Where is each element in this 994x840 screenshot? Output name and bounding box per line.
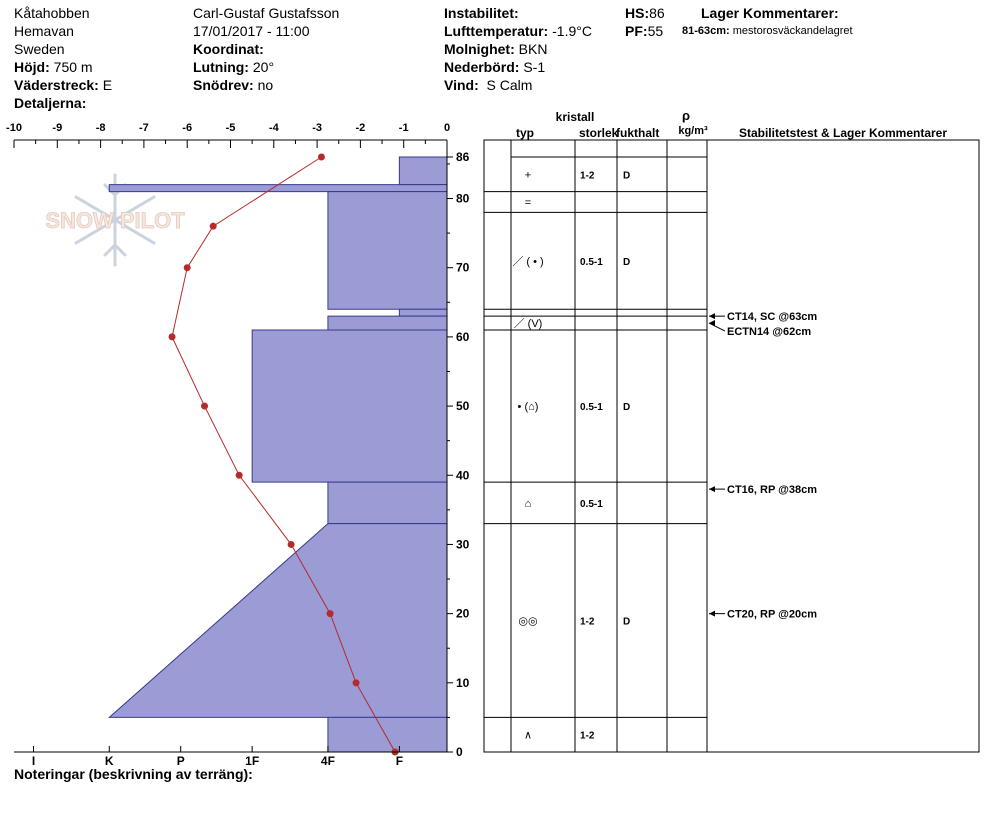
temperature-point [353,679,360,686]
temp-tick-label: -8 [95,122,106,134]
depth-tick-label: 30 [456,537,470,552]
hardness-tick-label: 1F [245,754,260,768]
drift-row: Snödrev: no [193,77,274,93]
temperature-point [210,223,217,230]
crystal-size: 0.5-1 [580,498,603,510]
crystal-type: = [524,196,532,209]
hardness-layer-bar [252,330,447,482]
depth-tick-label: 40 [456,468,470,483]
test-label: ECTN14 @62cm [727,326,812,339]
temp-tick-label: -10 [6,122,22,134]
temperature-point [236,472,243,479]
test-label: CT14, SC @63cm [727,311,818,324]
height-row: Höjd: 750 m [14,59,93,75]
test-label: CT16, RP @38cm [727,484,818,497]
instability-label: Instabilitet: [444,5,519,21]
layer-comment-row: 81-63cm: mestorosväckandelagret [682,25,853,37]
depth-tick-label: 80 [456,191,470,206]
header-kristall: kristall [555,110,595,124]
header-storlek: storlek [579,126,619,140]
temperature-point [169,333,176,340]
test-arrow-head [709,313,715,319]
hardness-layer-bar [109,185,447,192]
pf-row: PF:55 [625,23,664,39]
depth-tick-label: 10 [456,675,470,690]
moisture: D [623,170,631,182]
region-name: Hemavan [14,23,74,39]
table-frame [484,140,979,752]
location-name: Kåtahobben [14,5,90,21]
airtemp-row: Lufttemperatur: -1.9°C [444,23,592,39]
hardness-profile [109,157,447,752]
slope-row: Lutning: 20° [193,59,275,75]
terrain-notes-label: Noteringar (beskrivning av terräng): [14,766,253,782]
crystal-type: ∧ [523,729,533,742]
hardness-tick-label: F [395,754,404,768]
header-density-unit: kg/m³ [678,125,708,137]
test-arrow-head [709,611,715,617]
hardness-layer-bar [109,524,447,718]
moisture: D [623,616,631,628]
temp-tick-label: -9 [52,122,63,134]
temperature-point [201,403,208,410]
temperature-point [288,541,295,548]
hardness-layer-bar [328,192,447,310]
wind-row: Vind: S Calm [444,77,533,93]
temp-tick-label: -6 [182,122,193,134]
temp-tick-label: 0 [443,122,451,134]
coord-label: Koordinat: [193,41,264,57]
hardness-tick-label: K [104,754,114,768]
hardness-layer-bar [399,157,447,185]
stability-tests [709,311,817,621]
header-fukthalt: fukthalt [616,126,660,140]
details-label: Detaljerna: [14,95,87,111]
temp-tick-label: -4 [268,122,279,134]
header-typ: typ [516,126,534,140]
hardness-layer-bar [328,316,447,330]
depth-tick-label: 50 [456,399,470,414]
crystal-size: 0.5-1 [580,402,603,414]
crystal-type: • (⌂) [517,401,539,414]
depth-tick-label: 86 [456,150,470,164]
depth-tick-label: 70 [456,260,470,275]
precip-row: Nederbörd: S-1 [444,59,546,75]
temp-tick-label: -7 [139,122,149,134]
crystal-type: ◎◎ [518,615,538,628]
crystal-size: 1-2 [580,616,595,628]
temp-tick-label: -2 [355,122,366,134]
crystal-type: ／ (V) [513,318,543,331]
temperature-point [184,264,191,271]
temp-tick-label: -5 [225,122,236,134]
temp-tick-label: -3 [312,122,322,134]
temperature-point [327,610,334,617]
temperature-point [318,154,325,161]
hardness-tick-label: 4F [320,754,335,768]
hardness-layer-bar [328,717,447,752]
crystal-type: ／ ( • ) [512,255,544,268]
hardness-tick-label: I [31,754,36,768]
header-rho: ρ [681,108,691,123]
layer-comments-label: Lager Kommentarer: [701,5,839,21]
depth-tick-label: 60 [456,329,470,344]
crystal-size: 1-2 [580,170,595,182]
observation-datetime: 17/01/2017 - 11:00 [193,23,310,39]
temp-tick-label: -1 [398,122,409,134]
stratigraphy-table [484,108,979,752]
hardness-layer-bar [328,482,447,524]
depth-tick-label: 0 [456,745,463,759]
cloud-row: Molnighet: BKN [444,41,548,57]
crystal-size: 0.5-1 [580,256,603,268]
crystal-type: + [524,169,532,182]
moisture: D [623,402,631,414]
hardness-tick-label: P [176,754,185,768]
header-tests: Stabilitetstest & Lager Kommentarer [738,126,948,140]
observer-name: Carl-Gustaf Gustafsson [193,5,340,21]
country-name: Sweden [14,41,65,57]
test-arrow-head [709,320,715,326]
depth-tick-label: 20 [456,606,470,621]
watermark-text: SNOW PILOT [45,208,185,233]
test-label: CT20, RP @20cm [727,608,818,621]
moisture: D [623,256,631,268]
hardness-layer-bar [399,309,447,316]
hs-row: HS:86 [625,5,665,21]
test-arrow-head [709,486,715,492]
crystal-type: ⌂ [524,497,532,510]
crystal-size: 1-2 [580,730,595,742]
aspect-row: Väderstreck: E [14,77,113,93]
